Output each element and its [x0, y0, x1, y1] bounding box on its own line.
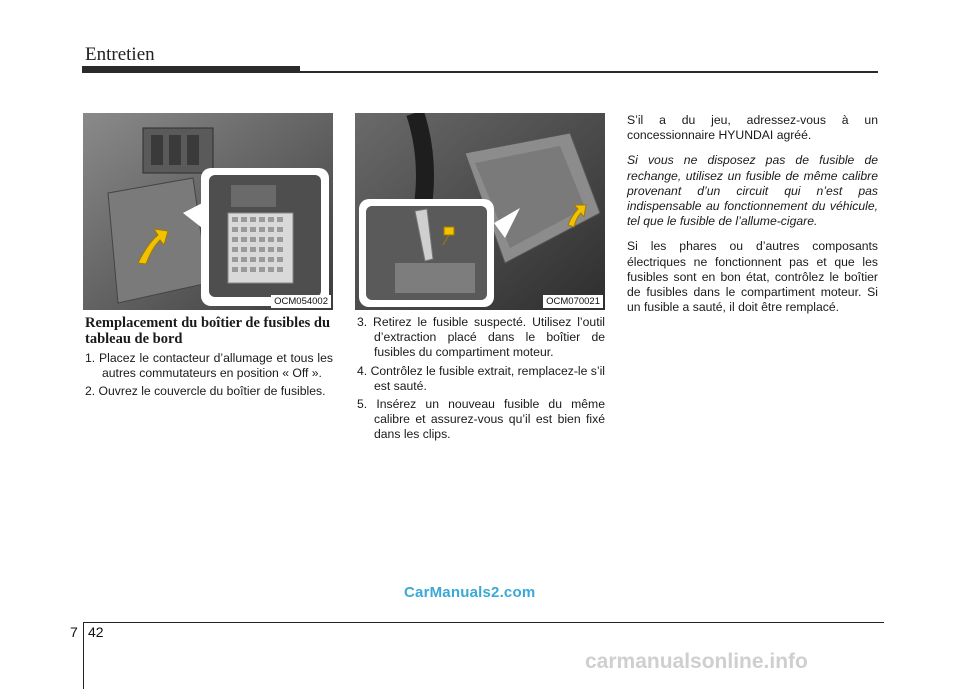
footer-watermark: carmanualsonline.info — [585, 650, 808, 673]
step-2: 2. Ouvrez le couvercle du boîtier de fusibles. — [85, 384, 326, 399]
header-rule-thick — [82, 66, 300, 73]
chapter-number: 7 — [70, 624, 78, 640]
engine-fuse-box-illustration — [355, 113, 605, 310]
step-4: 4. Contrôlez le fusible extrait, remplacez-le s’il est sauté. — [357, 363, 605, 393]
step-3: 3. Retirez le fusible suspecté. Utilisez l’outil d’extraction placé dans le boîtier de fusibles du compartiment moteur. — [357, 315, 605, 360]
paragraph-play: S’il a du jeu, adressez-vous à un concessionnaire HYUNDAI agréé. — [627, 113, 878, 143]
figure-code-left: OCM054002 — [271, 295, 331, 308]
column-3 — [627, 113, 878, 325]
figure-engine-fuse-box — [355, 113, 605, 310]
figure-interior-fuse-panel — [83, 113, 333, 310]
interior-fuse-panel-illustration — [83, 113, 333, 310]
column-1 — [85, 315, 333, 403]
footer-rule-horizontal — [84, 622, 884, 623]
step-5: 5. Insérez un nouveau fusible du même calibre et assurez-vous qu’il est bien fixé dans les clips. — [357, 397, 605, 442]
section-title: Remplacement du boîtier de fusibles du tableau de bord — [85, 315, 331, 347]
column-2 — [357, 315, 605, 446]
figure-code-middle: OCM070021 — [543, 295, 603, 308]
step-1: 1. Placez le contacteur d’allumage et tous les autres commutateurs en position « Off ». — [85, 351, 333, 381]
footer-rule-vertical — [83, 622, 84, 689]
paragraph-no-spare-fuse: Si vous ne disposez pas de fusible de rechange, utilisez un fusible de même calibre provenant d’un circuit qui n’est pas indispensable au fonctionnement du véhicule, tel que le fusible de l’allume-cigare. — [627, 153, 878, 229]
header-rule-thin — [300, 71, 878, 73]
page-header-title: Entretien — [85, 44, 155, 65]
page-number: 42 — [88, 624, 104, 640]
watermark-link[interactable]: CarManuals2.com — [404, 584, 536, 601]
paragraph-engine-fuse-check: Si les phares ou d’autres composants électriques ne fonctionnent pas et que les fusibles sont en bon état, contrôlez le boîtier de fusibles dans le compartiment moteur. Si un fusible a sauté, il doit être remplacé. — [627, 239, 878, 315]
